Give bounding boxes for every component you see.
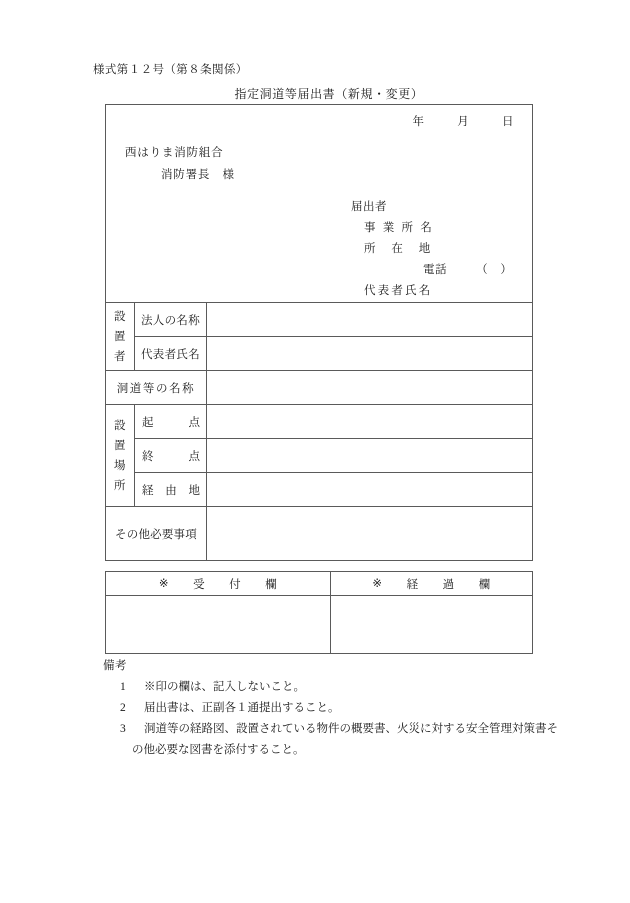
addressee-block (125, 142, 235, 186)
note-number: 3 (120, 723, 126, 735)
table-row-corporate-name (106, 303, 533, 337)
receipt-body-row (106, 596, 533, 654)
route-point-char-0: 経 (142, 484, 154, 497)
date-line (413, 113, 515, 129)
table-row-tunnel-name (106, 371, 533, 405)
other-matters-label: その他必要事項 (106, 507, 207, 561)
corporate-name-label: 法人の名称 (135, 303, 207, 337)
form-number: 様式第１２号（第８条関係） (93, 64, 248, 76)
submitter-phone-label (351, 260, 512, 281)
phone-parenthesis: （ ） (476, 264, 513, 276)
table-row-start-point (106, 405, 533, 439)
note-continuation: の他必要な図書を添付すること。 (132, 744, 305, 756)
progress-header-char-3: 欄 (478, 578, 491, 591)
table-row-intro (106, 105, 533, 303)
note-text: 届出書は、正副各１通提出すること。 (144, 702, 340, 714)
start-point-value[interactable] (207, 405, 533, 439)
receipt-column-value[interactable] (106, 596, 331, 654)
progress-header-char-0: ※ (372, 577, 383, 590)
phone-label-text: 電話 (423, 264, 448, 276)
main-form-table (105, 104, 533, 561)
receipt-progress-table (105, 571, 533, 654)
note-number: 1 (120, 681, 126, 693)
date-year-label: 年 (412, 116, 425, 128)
submitter-heading: 届出者 (351, 201, 387, 213)
date-day-label: 日 (502, 116, 514, 128)
installer-label (106, 303, 135, 371)
start-point-char-0: 起 (142, 416, 154, 429)
representative-name-value[interactable] (207, 337, 533, 371)
submitter-address-label: 所 在 地 (364, 243, 433, 255)
note-item (103, 677, 573, 698)
progress-column-value[interactable] (331, 596, 533, 654)
route-point-char-1: 由 (165, 484, 177, 497)
end-point-value[interactable] (207, 439, 533, 473)
representative-name-label: 代表者氏名 (135, 337, 207, 371)
receipt-header-char-0: ※ (158, 577, 170, 590)
addressee-organization: 西はりま消防組合 (125, 147, 224, 159)
location-label-char-2: 場 (114, 459, 126, 472)
installer-label-char-0: 設 (114, 310, 126, 323)
submitter-business-name-label: 事 業 所 名 (364, 222, 435, 234)
table-row-other-matters (106, 507, 533, 561)
receipt-header-char-2: 付 (229, 578, 242, 591)
note-text: ※印の欄は、記入しないこと。 (144, 681, 305, 693)
progress-column-header (331, 572, 533, 596)
start-point-char-1: 点 (188, 416, 200, 429)
table-row-representative-name (106, 337, 533, 371)
route-point-value[interactable] (207, 473, 533, 507)
receipt-header-char-3: 欄 (265, 578, 278, 591)
location-label-char-1: 置 (114, 439, 126, 452)
intro-block (106, 105, 533, 303)
date-month-label: 月 (457, 116, 470, 128)
receipt-header-char-1: 受 (193, 578, 206, 591)
table-row-end-point (106, 439, 533, 473)
note-text: 洞道等の経路図、設置されている物件の概要書、火災に対する安全管理対策書そ (144, 723, 558, 735)
location-label-char-0: 設 (114, 419, 126, 432)
installer-label-char-2: 者 (114, 350, 126, 363)
document-title: 指定洞道等届出書（新規・変更） (234, 87, 424, 101)
corporate-name-value[interactable] (207, 303, 533, 337)
end-point-char-0: 終 (142, 450, 154, 463)
note-item (103, 698, 573, 719)
location-label-char-3: 所 (114, 479, 126, 492)
end-point-label (135, 439, 207, 473)
other-matters-value[interactable] (207, 507, 533, 561)
tunnel-name-label: 洞道等の名称 (106, 371, 207, 405)
note-item (103, 719, 573, 740)
route-point-char-2: 地 (188, 484, 200, 497)
submitter-representative-label: 代表者氏名 (364, 285, 433, 297)
start-point-label (135, 405, 207, 439)
note-number: 2 (120, 702, 126, 714)
notes-title: 備考 (103, 660, 127, 672)
addressee-title: 消防署長 様 (161, 169, 235, 181)
location-label (106, 405, 135, 507)
receipt-header-row (106, 572, 533, 596)
end-point-char-1: 点 (188, 450, 200, 463)
notes-section (103, 656, 573, 761)
installer-label-char-1: 置 (114, 330, 126, 343)
progress-header-char-2: 過 (442, 578, 455, 591)
route-point-label (135, 473, 207, 507)
tunnel-name-value[interactable] (207, 371, 533, 405)
table-row-route-point (106, 473, 533, 507)
progress-header-char-1: 経 (406, 578, 419, 591)
receipt-column-header (106, 572, 331, 596)
submitter-block (351, 197, 512, 302)
